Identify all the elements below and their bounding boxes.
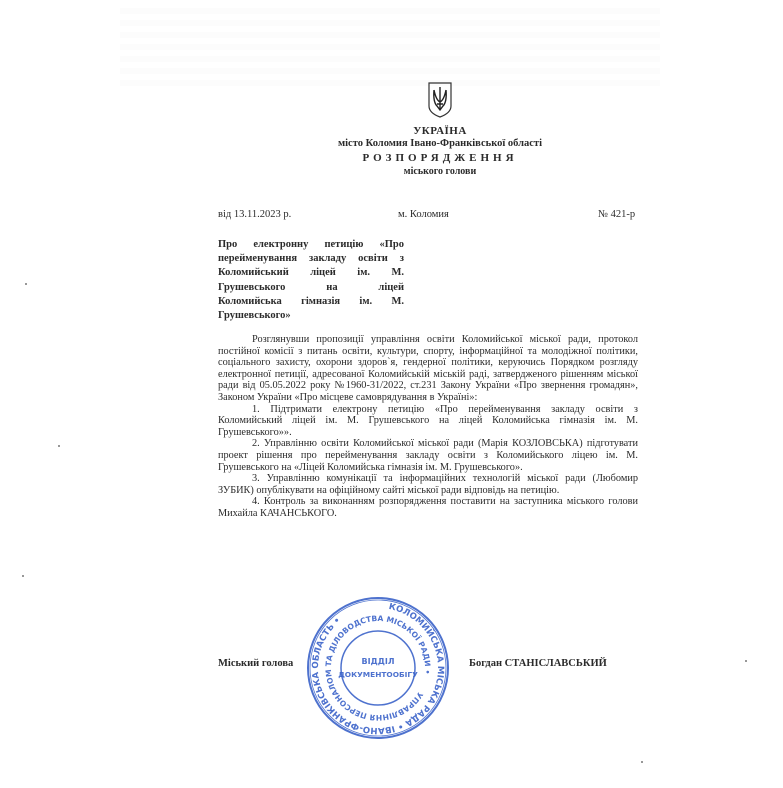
stamp-center-line1: ВІДДІЛ (361, 657, 395, 666)
document-date: від 13.11.2023 р. (218, 209, 292, 220)
preamble-paragraph: Розглянувши пропозиції управління освіти Коломийської міської ради, протокол постійної комісії з питань освіти, культури, спорту, інформаційної та молодіжної політики, соціального захисту, охорони здоров`я, гендерної політики, керуючись Порядком розгляду електронної петиції, адресованої Коломийській міській раді, затвердженого рішенням міської ради від 05.05.2022 року №1960-31/2022, ст.231 Закону України «Про звернення громадян», Законом України «Про місцеве самоврядування в Україні»: (218, 334, 638, 403)
header-city: місто Коломия Івано-Франківської області (337, 138, 543, 149)
signature-name: Богдан СТАНІСЛАВСЬКИЙ (469, 658, 607, 669)
subject-line: Грушевського на ліцей (218, 281, 404, 293)
subject-line: Про електронну петицію «Про (218, 239, 404, 250)
stamp-inner-ring: УПРАВЛІННЯ ПЕРСОНАЛОМ ТА ДІЛОВОДСТВА МІСЬКОЇ РАДИ • (323, 613, 433, 723)
official-stamp-icon (300, 596, 456, 740)
document-type-title: РОЗПОРЯДЖЕННЯ (362, 152, 518, 164)
document-subject (218, 238, 404, 323)
scan-bleed-through (120, 8, 660, 88)
trident-icon (428, 82, 452, 118)
scan-speck (745, 660, 747, 662)
stamp-center-line2: ДОКУМЕНТООБІГУ (338, 670, 418, 679)
order-item-1: 1. Підтримати електрону петицію «Про перейменування закладу освіти з Коломийський ліцей ім. М. Грушевського на ліцей Коломийська гімназія ім. М. Грушевського»». (218, 403, 638, 438)
order-item-2: 2. Управлінню освіти Коломийської міської ради (Марія КОЗЛОВСЬКА) підготувати проект рішення про перейменування закладу освіти з Коломийського ліцею ім. М. Грушевського на «Ліцей Коломийська гімназія ім. М. Грушевського». (218, 438, 638, 473)
subject-line: перейменування закладу освіти з (218, 253, 404, 265)
header-country: УКРАЇНА (413, 125, 467, 137)
scan-speck (25, 283, 27, 285)
subject-line: Коломийський ліцей ім. М. (218, 267, 404, 279)
order-item-4: 4. Контроль за виконанням розпорядження поставити на заступника міського голови Михайла КАЧАНСЬКОГО. (218, 496, 638, 519)
subject-line: Грушевського» (218, 310, 291, 322)
order-item-3: 3. Управлінню комунікації та інформаційних технологій міської ради (Любомир ЗУБИК) опублікувати на офіційному сайті міської ради відповідь на петицію. (218, 473, 638, 496)
document-body (218, 334, 638, 520)
scan-speck (22, 575, 24, 577)
svg-text:УПРАВЛІННЯ ПЕРСОНАЛОМ ТА ДІЛОВ (304, 596, 452, 740)
scan-speck (58, 445, 60, 447)
stamp-outer-ring: КОЛОМИЙСЬКА МІСЬКА РАДА • ІВАНО-ФРАНКІВСЬКА ОБЛАСТЬ • (310, 601, 446, 736)
scan-speck (641, 761, 643, 763)
document-number: № 421-р (598, 209, 636, 220)
signature-position: Міський голова (218, 658, 294, 669)
header-issuer: міського голови (403, 166, 477, 177)
document-place: м. Коломия (398, 209, 449, 220)
subject-line: Коломийська гімназія ім. М. (218, 295, 404, 307)
